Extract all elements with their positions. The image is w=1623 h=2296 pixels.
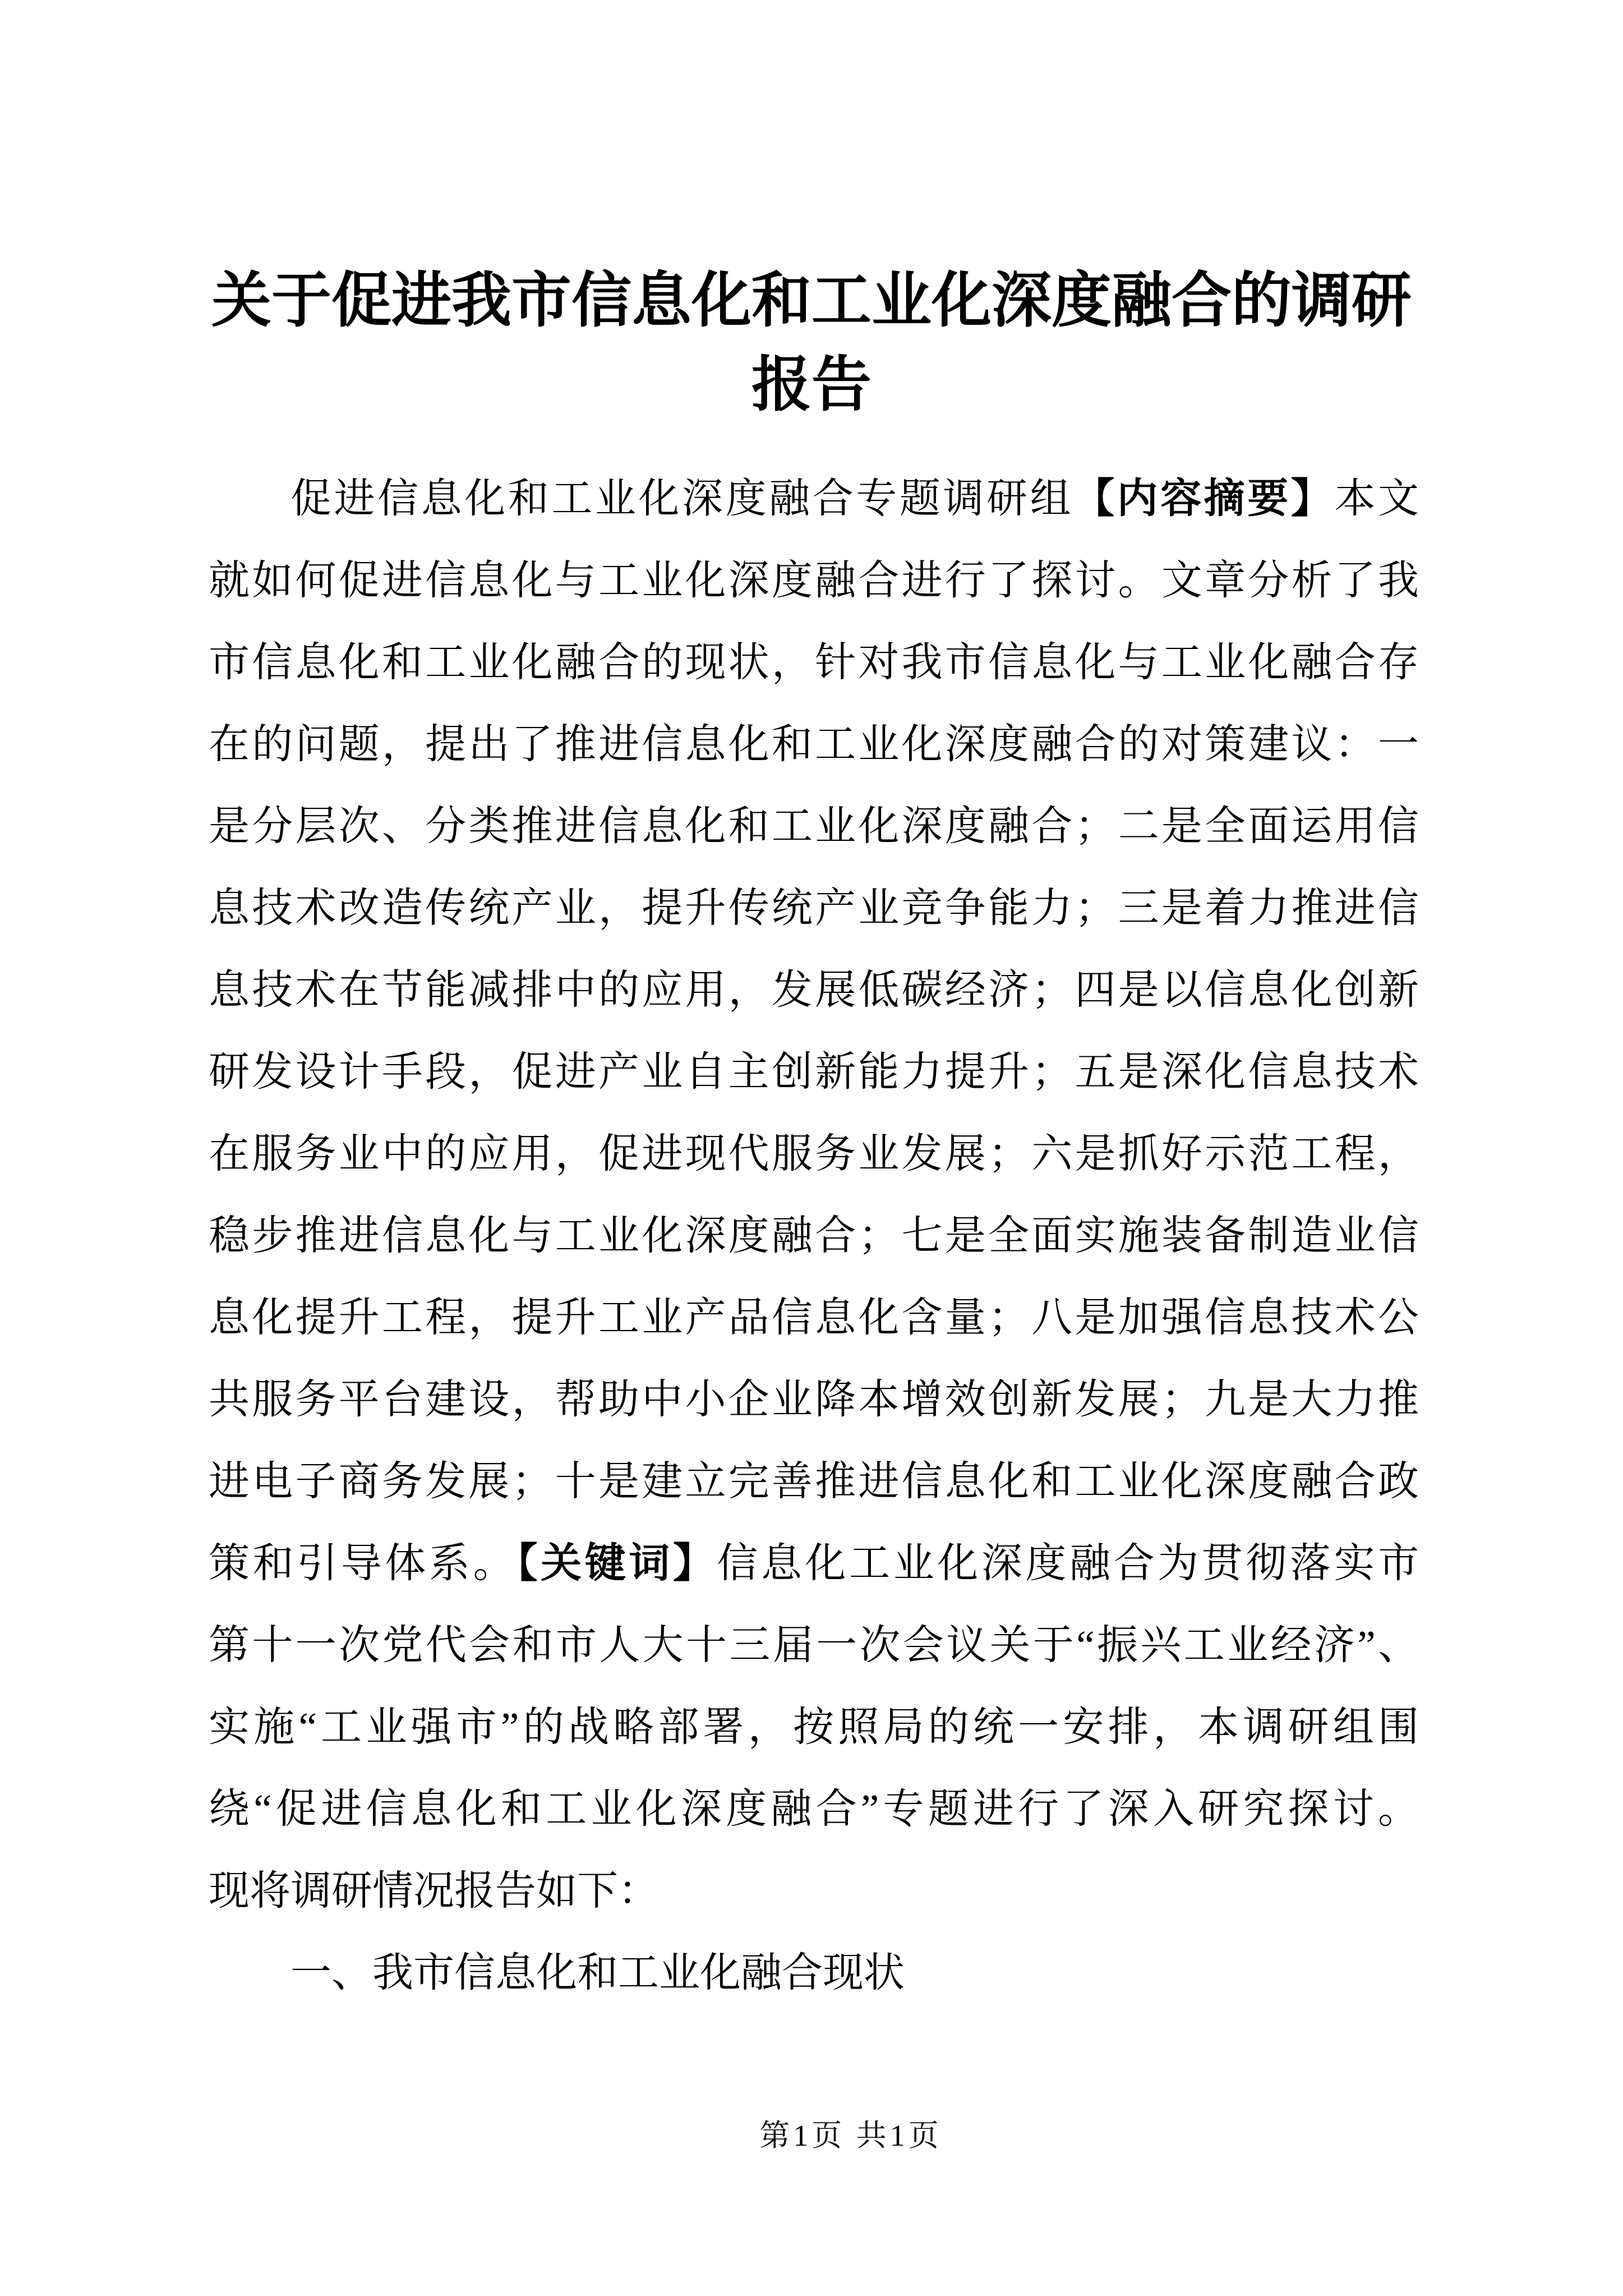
body-line: [209, 1277, 1419, 1359]
bold-segment: 【关键词】: [517, 1540, 717, 1586]
body-line: [209, 949, 1419, 1031]
bold-segment: 【内容摘要】: [1073, 476, 1335, 521]
text-segment: 在的问题，提出了推进信息化和工业化深度融合的对策建议：一: [209, 721, 1419, 767]
body-line: [209, 622, 1419, 703]
text-segment: 现将调研情况报告如下：: [209, 1868, 659, 1913]
body-line: [209, 458, 1419, 540]
body-line: [209, 1768, 1419, 1850]
body-line: [209, 785, 1419, 867]
text-segment: 第十一次党代会和市人大十三届一次会议关于“振兴工业经济”、: [209, 1622, 1419, 1668]
body-line: [209, 540, 1419, 622]
text-segment: 促进信息化和工业化深度融合专题调研组: [291, 476, 1074, 521]
body-line: [209, 1031, 1419, 1113]
text-segment: 息化提升工程，提升工业产品信息化含量；八是加强信息技术公: [209, 1295, 1419, 1340]
document-body: [209, 458, 1419, 2014]
text-segment: 研发设计手段，促进产业自主创新能力提升；五是深化信息技术: [209, 1049, 1419, 1094]
title-line: 报告: [751, 352, 872, 418]
body-line: [209, 1850, 1419, 1932]
body-line: [209, 1604, 1419, 1686]
body-line: [209, 1195, 1419, 1277]
text-segment: 共服务平台建设，帮助中小企业降本增效创新发展；九是大力推: [209, 1377, 1419, 1422]
text-segment: 息技术在节能减排中的应用，发展低碳经济；四是以信息化创新: [209, 967, 1419, 1013]
page-footer: [39, 2118, 1623, 2153]
text-segment: 市信息化和工业化融合的现状，针对我市信息化与工业化融合存: [209, 639, 1419, 685]
body-line: [209, 703, 1419, 785]
text-segment: 策和引导体系。: [209, 1540, 518, 1586]
text-segment: 进电子商务发展；十是建立完善推进信息化和工业化深度融合政: [209, 1458, 1419, 1504]
text-segment: 是分层次、分类推进信息化和工业化深度融合；二是全面运用信: [209, 803, 1419, 849]
page-number-label: 第1页 共1页: [759, 2119, 942, 2152]
text-segment: 息技术改造传统产业，提升传统产业竞争能力；三是着力推进信: [209, 885, 1419, 931]
text-segment: 信息化工业化深度融合为贯彻落实市: [717, 1540, 1419, 1586]
text-segment: 一、我市信息化和工业化融合现状: [291, 1950, 905, 1995]
body-line: [209, 867, 1419, 949]
body-line: [209, 1686, 1419, 1768]
body-line: [209, 1522, 1419, 1604]
body-line: [209, 1113, 1419, 1195]
text-segment: 绕“促进信息化和工业化深度融合”专题进行了深入研究探讨。: [209, 1786, 1419, 1832]
text-segment: 本文: [1334, 476, 1419, 521]
text-segment: 就如何促进信息化与工业化深度融合进行了探讨。文章分析了我: [209, 558, 1419, 603]
text-segment: 稳步推进信息化与工业化深度融合；七是全面实施装备制造业信: [209, 1213, 1419, 1258]
text-segment: 实施“工业强市”的战略部署，按照局的统一安排，本调研组围: [209, 1704, 1419, 1750]
body-line: [209, 1932, 1419, 2014]
body-line: [209, 1359, 1419, 1441]
title-line: 关于促进我市信息化和工业化深度融合的调研: [211, 268, 1412, 334]
document-title: [0, 0, 1623, 427]
text-segment: 在服务业中的应用，促进现代服务业发展；六是抓好示范工程，: [209, 1131, 1419, 1176]
body-line: [209, 1441, 1419, 1522]
